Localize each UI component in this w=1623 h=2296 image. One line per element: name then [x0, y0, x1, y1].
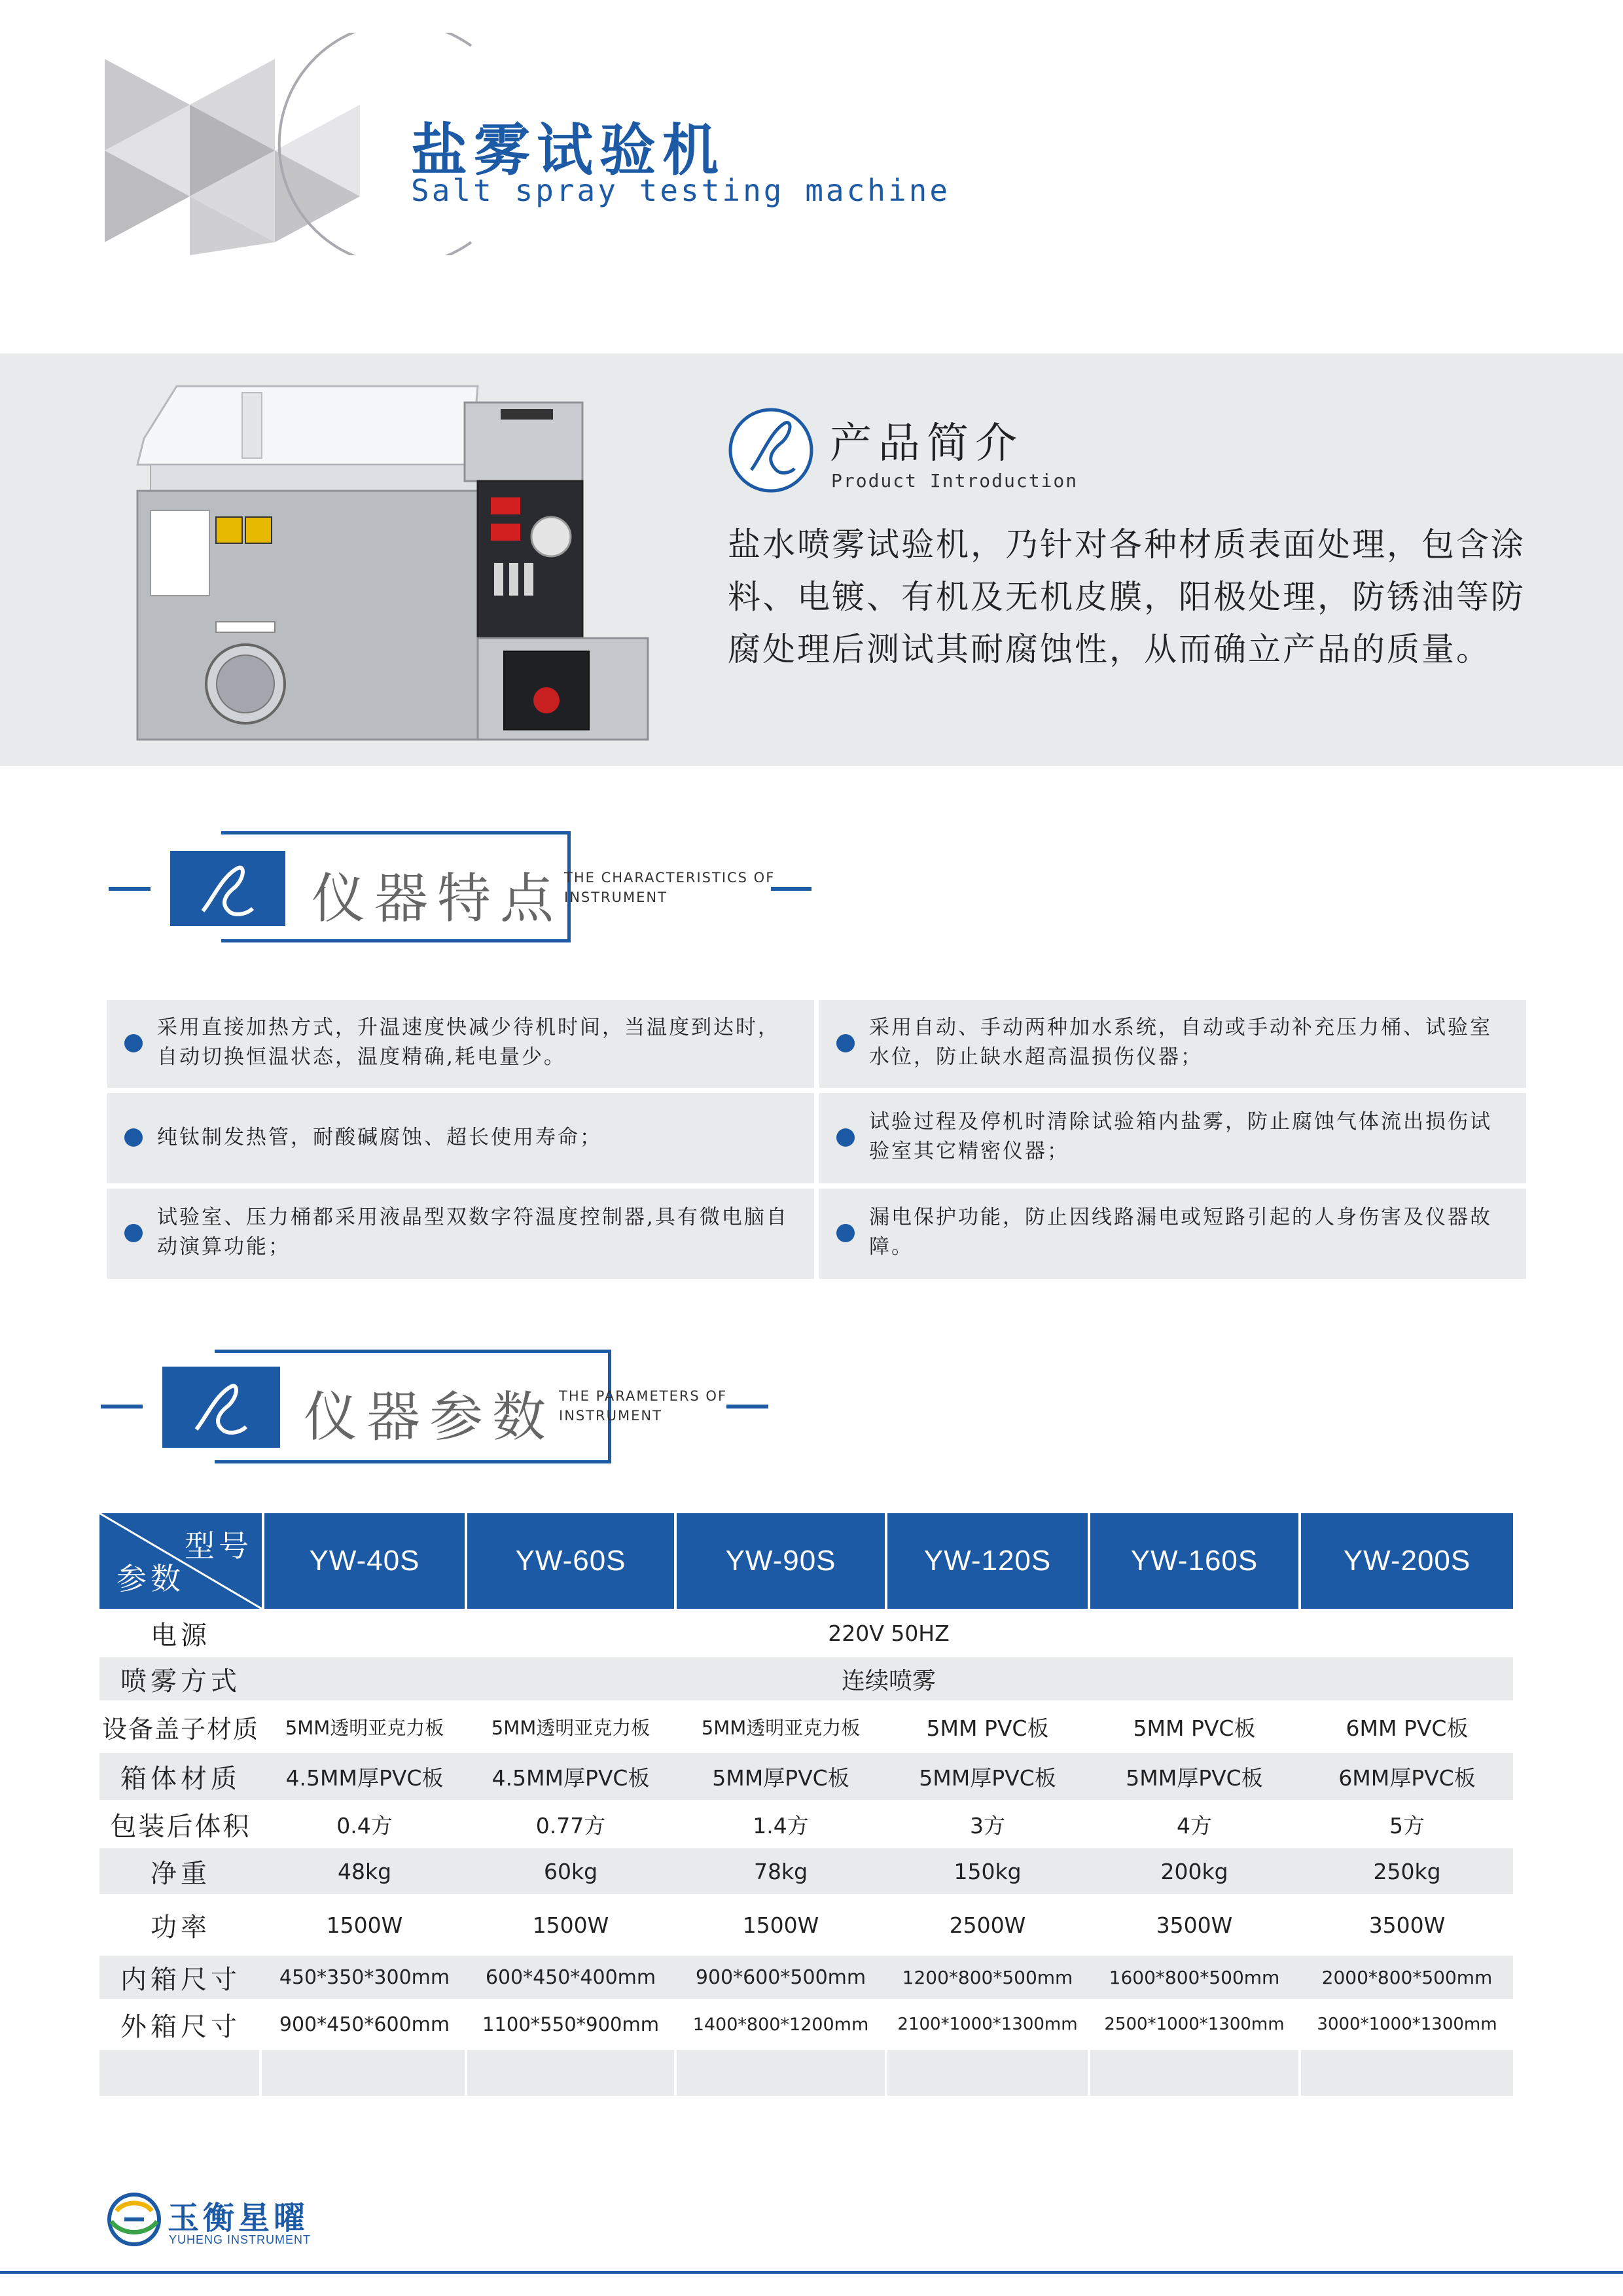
feature-text: 试验过程及停机时清除试验箱内盐雾，防止腐蚀气体流出损伤试验室其它精密仪器； [869, 1110, 1492, 1163]
table-cell: 0.4方 [336, 1812, 393, 1839]
page-title: 盐雾试验机 [411, 118, 725, 183]
params-line-right [726, 1405, 768, 1408]
bullet-icon [836, 1224, 855, 1242]
params-line-left [101, 1405, 143, 1408]
table-cell: 2500*1000*1300mm [1104, 2015, 1285, 2034]
parameter-table [99, 1513, 1513, 2089]
table-cell: 3500W [1156, 1912, 1233, 1938]
table-cell: 5方 [1389, 1812, 1425, 1839]
table-cell: 5MM厚PVC板 [712, 1765, 849, 1791]
table-cell: 1100*550*900mm [482, 2013, 659, 2036]
table-corner-cell [99, 1513, 262, 1609]
table-row [99, 1803, 1513, 1846]
row-label: 电源 [151, 1620, 211, 1651]
page-subtitle: Salt spray testing machine [411, 173, 951, 208]
table-row [99, 1657, 1513, 1700]
feature-card [819, 1000, 1526, 1088]
table-cell [1090, 2050, 1301, 2096]
table-cell: 5MM厚PVC板 [1126, 1765, 1263, 1791]
row-merged-value: 连续喷雾 [841, 1667, 936, 1695]
features-line-right [771, 887, 812, 891]
bullet-icon [124, 1034, 143, 1052]
model-header: YW-90S [677, 1513, 885, 1609]
table-cell: 6MM厚PVC板 [1338, 1765, 1476, 1791]
table-row [99, 1611, 1513, 1655]
bullet-icon [124, 1224, 143, 1242]
table-row [99, 1956, 1513, 1999]
row-label: 设备盖子材质 [101, 1714, 259, 1744]
table-cell: 60kg [543, 1858, 598, 1884]
table-cell: 1600*800*500mm [1109, 1966, 1280, 1988]
features-line-left [109, 887, 151, 891]
table-cell [677, 2050, 887, 2096]
model-header: YW-200S [1301, 1513, 1513, 1609]
params-subtitle-2: INSTRUMENT [559, 1408, 662, 1424]
model-header: YW-60S [467, 1513, 674, 1609]
table-cell: 600*450*400mm [485, 1965, 656, 1989]
intro-title: 产品简介 [830, 420, 1024, 468]
features-subtitle-1: THE CHARACTERISTICS OF [564, 870, 776, 886]
brand-logo-icon [105, 2190, 164, 2249]
row-merged-value: 220V 50HZ [828, 1620, 950, 1646]
row-label: 功率 [151, 1912, 211, 1943]
table-cell: 1.4方 [753, 1812, 809, 1839]
table-cell: 900*450*600mm [279, 2013, 450, 2036]
table-row [99, 1703, 1513, 1750]
table-cell: 5MM透明亚克力板 [285, 1716, 444, 1739]
table-cell: 3500W [1368, 1912, 1446, 1938]
table-cell: 1500W [742, 1912, 819, 1938]
corner-top-label: 型号 [185, 1528, 253, 1564]
table-cell: 5MM厚PVC板 [919, 1765, 1056, 1791]
corner-bottom-label: 参数 [116, 1561, 185, 1596]
table-row [99, 2001, 1513, 2047]
brand-name-en: YUHENG INSTRUMENT [169, 2233, 312, 2246]
table-cell: 4.5MM厚PVC板 [491, 1765, 650, 1791]
row-label: 箱体材质 [120, 1763, 241, 1794]
features-title: 仪器特点 [312, 868, 563, 930]
machine-illustration [111, 367, 661, 753]
intro-body: 盐水喷雾试验机，乃针对各种材质表面处理，包含涂料、电镀、有机及无机皮膜，阳极处理，防锈油等防腐处理后测试其耐腐蚀性，从而确立产品的质量。 [728, 526, 1525, 668]
feature-card [819, 1093, 1526, 1183]
feature-text: 试验室、压力桶都采用液晶型双数字符温度控制器,具有微电脑自动演算功能； [157, 1206, 789, 1259]
row-label: 喷雾方式 [120, 1666, 241, 1696]
table-cell: 250kg [1373, 1858, 1441, 1884]
table-cell: 5MM PVC板 [926, 1715, 1049, 1741]
table-cell: 5MM透明亚克力板 [701, 1716, 861, 1739]
row-label: 包装后体积 [110, 1811, 251, 1842]
row-label: 外箱尺寸 [120, 2011, 241, 2042]
features-pen-icon [190, 856, 268, 922]
table-cell: 6MM PVC板 [1346, 1715, 1469, 1741]
table-row-empty [99, 2050, 1513, 2096]
row-label: 内箱尺寸 [120, 1964, 241, 1995]
params-pen-icon [183, 1374, 262, 1440]
table-cell: 5MM透明亚克力板 [491, 1716, 651, 1739]
model-header: YW-160S [1090, 1513, 1298, 1609]
table-cell: 2000*800*500mm [1321, 1966, 1493, 1988]
table-cell: 3000*1000*1300mm [1317, 2015, 1497, 2034]
table-cell [887, 2050, 1090, 2096]
params-subtitle-1: THE PARAMETERS OF [559, 1388, 728, 1404]
bullet-icon [836, 1034, 855, 1052]
feature-card [107, 1093, 814, 1183]
bullet-icon [124, 1128, 143, 1147]
table-cell: 1400*800*1200mm [692, 2014, 869, 2035]
params-title: 仪器参数 [304, 1386, 556, 1448]
table-cell: 200kg [1160, 1858, 1228, 1884]
feature-text: 纯钛制发热管，耐酸碱腐蚀、超长使用寿命； [157, 1126, 602, 1149]
row-label: 净重 [151, 1858, 211, 1889]
feature-text: 采用直接加热方式，升温速度快减少待机时间，当温度到达时，自动切换恒温状态，温度精确,耗电量少。 [157, 1016, 780, 1069]
table-cell: 0.77方 [535, 1812, 606, 1839]
table-cell: 5MM PVC板 [1133, 1715, 1256, 1741]
feature-card [107, 1189, 814, 1279]
pen-circle-icon [725, 404, 817, 496]
feature-text: 采用自动、手动两种加水系统，自动或手动补充压力桶、试验室水位，防止缺水超高温损伤仪器； [869, 1016, 1492, 1069]
bullet-icon [836, 1128, 855, 1147]
table-cell: 150kg [954, 1858, 1022, 1884]
table-cell: 900*600*500mm [695, 1965, 866, 1989]
table-cell: 1200*800*500mm [902, 1966, 1073, 1988]
table-row [99, 1897, 1513, 1953]
table-cell: 2500W [949, 1912, 1026, 1938]
table-cell: 1500W [532, 1912, 609, 1938]
table-cell [467, 2050, 677, 2096]
table-cell: 4.5MM厚PVC板 [285, 1765, 444, 1791]
table-cell: 78kg [753, 1858, 808, 1884]
table-cell: 4方 [1177, 1812, 1212, 1839]
table-cell: 3方 [970, 1812, 1005, 1839]
feature-card [819, 1189, 1526, 1279]
table-cell: 450*350*300mm [279, 1965, 450, 1989]
model-header: YW-40S [264, 1513, 465, 1609]
feature-card [107, 1000, 814, 1088]
table-row [99, 1848, 1513, 1894]
table-cell [99, 2050, 262, 2096]
brand-name: 玉衡星曜 [168, 2200, 310, 2236]
table-cell: 1500W [326, 1912, 403, 1938]
model-header: YW-120S [887, 1513, 1088, 1609]
intro-subtitle: Product Introduction [831, 470, 1079, 492]
table-cell [264, 2050, 467, 2096]
feature-text: 漏电保护功能，防止因线路漏电或短路引起的人身伤害及仪器故障。 [869, 1206, 1492, 1259]
table-cell: 2100*1000*1300mm [897, 2015, 1078, 2034]
footer-line [0, 2271, 1623, 2274]
table-cell: 48kg [337, 1858, 392, 1884]
table-row [99, 1753, 1513, 1800]
features-subtitle-2: INSTRUMENT [564, 889, 668, 905]
table-cell [1301, 2050, 1513, 2096]
table-header-row [99, 1513, 1513, 1609]
